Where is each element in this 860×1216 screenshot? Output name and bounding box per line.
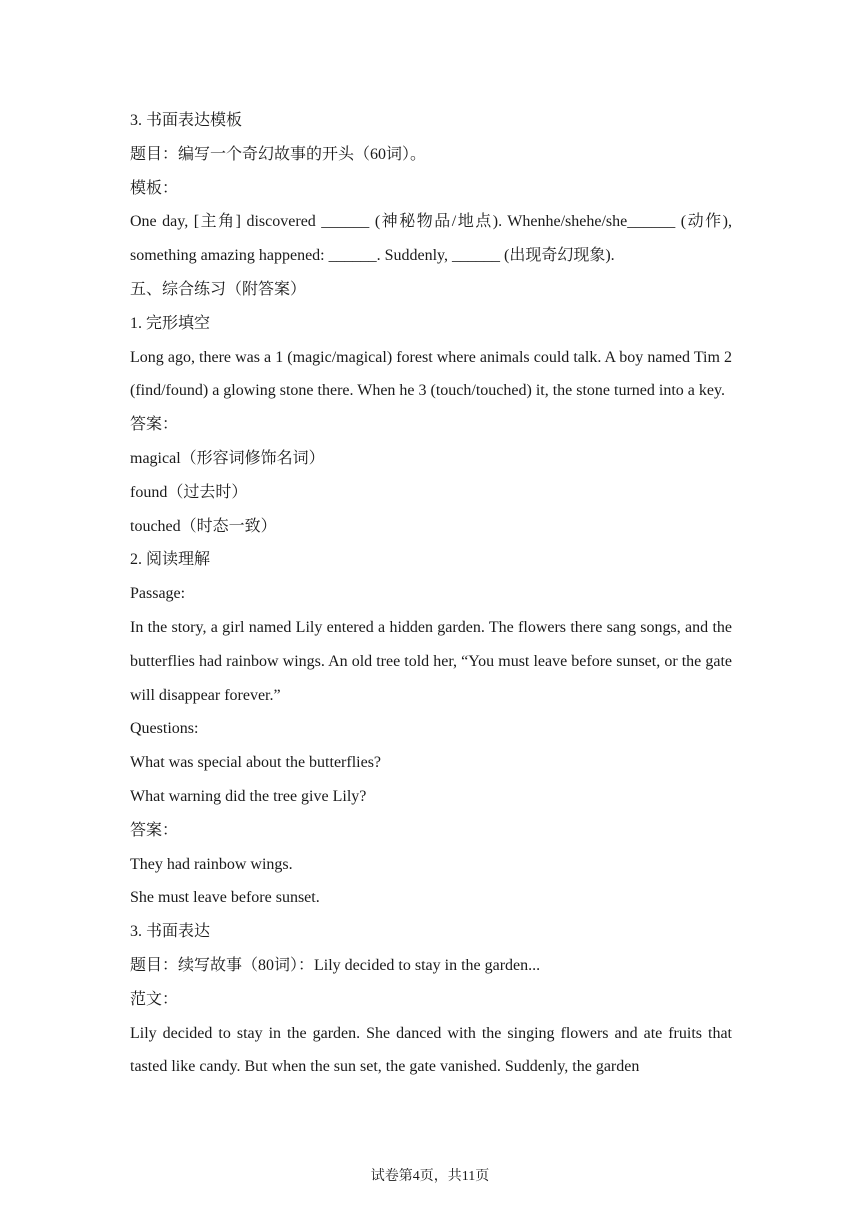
reading-answer-1: They had rainbow wings. bbox=[130, 855, 293, 873]
cloze-passage: Long ago, there was a 1 (magic/magical) forest where animals could talk. A boy named Tim 2 (find/found) a glowing stone there. When he 3 (touch/touched) it, the stone turned into a key. bbox=[130, 348, 732, 400]
reading-answer-label: 答案： bbox=[130, 821, 179, 839]
writing-heading: 3. 书面表达 bbox=[130, 923, 211, 941]
cloze-heading: 1. 完形填空 bbox=[130, 314, 211, 332]
sample-essay-text: Lily decided to stay in the garden. She danced with the singing flowers and ate fruits that tasted like candy. But when the sun set, the gate vanished. Suddenly, the garden bbox=[130, 1024, 732, 1076]
questions-label: Questions: bbox=[130, 720, 199, 738]
cloze-answer-1: magical（形容词修饰名词） bbox=[130, 449, 325, 467]
page-footer: 试卷第4页，共11页 bbox=[370, 1169, 490, 1184]
cloze-answer-2: found（过去时） bbox=[130, 483, 248, 501]
writing-prompt: 题目：续写故事（80词）：Lily decided to stay in the garden... bbox=[130, 956, 541, 974]
section-heading-practice: 五、综合练习（附答案） bbox=[130, 280, 307, 298]
template-text: One day, [主角] discovered ______ (神秘物品/地点). Whenhe/shehe/she______ (动作), something amazing happened: ______. Suddenly, ______ (出现奇幻现象). bbox=[130, 213, 732, 265]
reading-heading: 2. 阅读理解 bbox=[130, 551, 211, 569]
cloze-answer-3: touched（时态一致） bbox=[130, 517, 277, 535]
question-2: What warning did the tree give Lily? bbox=[130, 787, 367, 805]
reading-passage: In the story, a girl named Lily entered a hidden garden. The flowers there sang songs, and the butterflies had rainbow wings. An old tree told her, “You must leave before sunset, or the gate will disappear forever.” bbox=[130, 618, 732, 704]
question-1: What was special about the butterflies? bbox=[130, 754, 382, 772]
template-label: 模板： bbox=[130, 179, 179, 197]
document-body bbox=[130, 104, 732, 1084]
writing-template-prompt: 题目：编写一个奇幻故事的开头（60词）。 bbox=[130, 145, 427, 163]
cloze-answer-label: 答案： bbox=[130, 416, 179, 434]
section-heading-writing-template: 3. 书面表达模板 bbox=[130, 112, 243, 129]
passage-label: Passage: bbox=[130, 585, 186, 603]
sample-essay-label: 范文： bbox=[130, 990, 179, 1008]
reading-answer-2: She must leave before sunset. bbox=[130, 889, 320, 907]
